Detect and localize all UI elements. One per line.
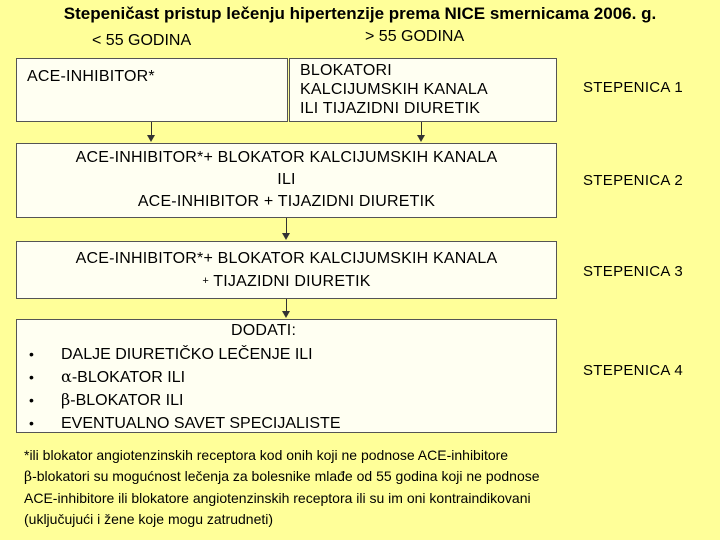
step4-box — [16, 319, 557, 433]
step4-item-1: • DALJE DIURETIČKO LEČENJE ILI — [29, 343, 341, 366]
step1-right-line-2: KALCIJUMSKIH KANALA — [300, 81, 488, 98]
step4-item-3: • β-BLOKATOR ILI — [29, 389, 341, 412]
footnote-line-2: β-blokatori su mogućnost lečenja za bolesnike mlađe od 55 godina koji ne podnose — [24, 468, 540, 485]
footnote-line-4: (uključujući i žene koje mogu zatrudneti) — [24, 511, 274, 527]
step1-left-text: ACE-INHIBITOR* — [27, 68, 155, 85]
step3-line-1: ACE-INHIBITOR*+ BLOKATOR KALCIJUMSKIH KANALA — [75, 250, 498, 267]
step3-line-2: TIJAZIDNI DIURETIK — [213, 273, 371, 290]
step1-right-line-1: BLOKATORI — [300, 62, 392, 79]
step4-item-2: • α-BLOKATOR ILI — [29, 366, 341, 389]
age-over-label: > 55 GODINA — [365, 28, 465, 45]
step4-item-4: • EVENTUALNO SAVET SPECIJALISTE — [29, 412, 341, 435]
step3-label: STEPENICA 3 — [583, 263, 684, 280]
step4-heading: DODATI: — [231, 322, 297, 339]
footnote — [24, 445, 714, 530]
step3-box — [16, 241, 557, 299]
page-title: Stepeničast pristup lečenju hipertenzije prema NICE smernicama 2006. g. — [63, 4, 657, 23]
age-under-label: < 55 GODINA — [92, 32, 192, 49]
beta-symbol: β — [24, 469, 33, 485]
step1-left-box — [16, 58, 288, 122]
step2-line-3: ACE-INHIBITOR + TIJAZIDNI DIURETIK — [137, 193, 436, 210]
step4-label: STEPENICA 4 — [583, 362, 684, 379]
step1-label: STEPENICA 1 — [583, 79, 684, 96]
step1-right-line-3: ILI TIJAZIDNI DIURETIK — [300, 100, 481, 117]
step4-list — [29, 343, 341, 435]
step2-box — [16, 143, 557, 218]
footnote-line-3: ACE-inhibitore ili blokatore angiotenzinskih receptora ili su im oni kontraindikovani — [24, 490, 531, 506]
alpha-symbol: α — [61, 367, 72, 386]
step2-line-1: ACE-INHIBITOR*+ BLOKATOR KALCIJUMSKIH KANALA — [75, 149, 498, 166]
step2-line-2: ILI — [277, 171, 296, 188]
beta-symbol: β — [61, 390, 71, 409]
step3-plus: + — [202, 275, 209, 287]
footnote-line-1: *ili blokator angiotenzinskih receptora kod onih koji ne podnose ACE-inhibitore — [24, 447, 509, 463]
step1-right-box — [289, 58, 557, 122]
step2-label: STEPENICA 2 — [583, 172, 684, 189]
